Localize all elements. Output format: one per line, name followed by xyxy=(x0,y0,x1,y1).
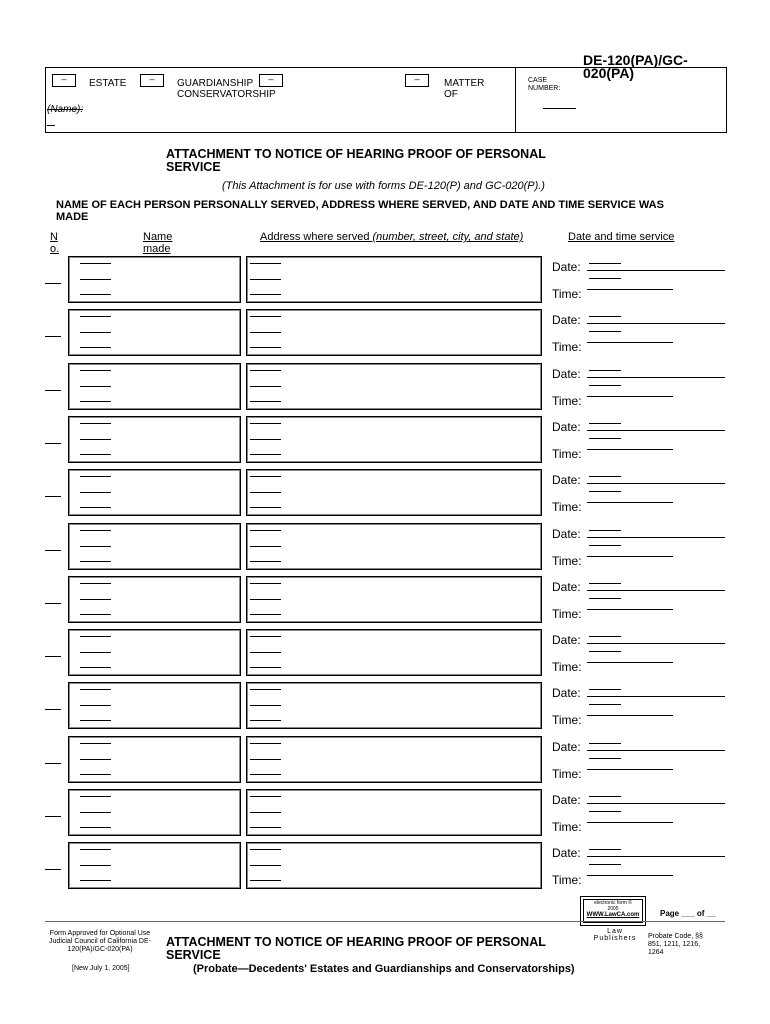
name-line xyxy=(80,614,111,615)
address-line xyxy=(250,454,281,455)
time-line-short xyxy=(589,758,621,759)
footer-divider xyxy=(45,921,725,922)
time-label: Time: xyxy=(552,713,582,728)
row-number-field[interactable] xyxy=(45,550,61,551)
row-number-field[interactable] xyxy=(45,443,61,444)
address-line xyxy=(250,774,281,775)
of-label: of xyxy=(696,909,705,918)
address-line xyxy=(250,652,281,653)
page-number: Page ___ of __ xyxy=(660,909,716,918)
name-line xyxy=(80,689,111,690)
date-field[interactable] xyxy=(587,643,725,644)
row-number-field[interactable] xyxy=(45,709,61,710)
time-line-short xyxy=(589,651,621,652)
address-line xyxy=(250,423,281,424)
time-label: Time: xyxy=(552,873,582,888)
address-line xyxy=(250,849,281,850)
probate-code: Probate Code, §§ 851, 1211, 1216, 1264 xyxy=(648,933,703,956)
address-box[interactable] xyxy=(246,682,542,729)
conservatorship-checkbox[interactable]: – xyxy=(259,74,283,87)
name-line xyxy=(80,476,111,477)
date-field[interactable] xyxy=(587,750,725,751)
date-line-short xyxy=(589,423,621,424)
name-line xyxy=(80,370,111,371)
name-line xyxy=(80,774,111,775)
time-line-short xyxy=(589,491,621,492)
date-field[interactable] xyxy=(587,856,725,857)
time-label: Time: xyxy=(552,766,582,781)
address-box[interactable] xyxy=(246,363,542,410)
row-number-field[interactable] xyxy=(45,763,61,764)
publisher-name: Law Publishers xyxy=(593,928,637,942)
time-field[interactable] xyxy=(587,449,673,450)
estate-checkbox[interactable]: – xyxy=(52,74,76,87)
address-box[interactable] xyxy=(246,789,542,836)
time-line-short xyxy=(589,811,621,812)
date-field[interactable] xyxy=(587,430,725,431)
name-line xyxy=(80,636,111,637)
address-line xyxy=(250,614,281,615)
page-title: ATTACHMENT TO NOTICE OF HEARING PROOF OF PERSONAL SERVICE xyxy=(166,147,546,174)
time-field[interactable] xyxy=(587,342,673,343)
time-field[interactable] xyxy=(587,769,673,770)
date-line-short xyxy=(589,849,621,850)
address-line xyxy=(250,705,281,706)
name-line xyxy=(80,667,111,668)
address-box[interactable] xyxy=(246,469,542,516)
col-header-datetime: Date and time service xyxy=(568,231,675,243)
address-box[interactable] xyxy=(246,842,542,889)
name-line xyxy=(80,263,111,264)
matter-of-checkbox[interactable]: – xyxy=(405,74,429,87)
name-line xyxy=(80,332,111,333)
col-header-address xyxy=(260,231,523,243)
address-line xyxy=(250,827,281,828)
name-line xyxy=(80,705,111,706)
time-field[interactable] xyxy=(587,822,673,823)
address-line xyxy=(250,279,281,280)
address-box[interactable] xyxy=(246,416,542,463)
time-field[interactable] xyxy=(587,396,673,397)
name-line xyxy=(80,546,111,547)
date-label: Date: xyxy=(552,739,581,754)
name-line xyxy=(80,561,111,562)
time-label: Time: xyxy=(552,446,582,461)
address-line xyxy=(250,599,281,600)
time-line-short xyxy=(589,278,621,279)
time-label: Time: xyxy=(552,820,582,834)
date-label: Date: xyxy=(552,366,581,381)
time-field[interactable] xyxy=(587,289,673,290)
address-box[interactable] xyxy=(246,523,542,570)
time-field[interactable] xyxy=(587,662,673,663)
row-number-field[interactable] xyxy=(45,496,61,497)
date-label: Date: xyxy=(552,419,581,434)
address-line xyxy=(250,796,281,797)
time-line-short xyxy=(589,704,621,705)
name-line xyxy=(80,796,111,797)
address-line xyxy=(250,583,281,584)
time-label: Time: xyxy=(552,500,582,515)
date-field[interactable] xyxy=(587,696,725,697)
name-label: (Name): xyxy=(47,104,84,115)
col-header-address-hint: (number, street, city, and state) xyxy=(372,231,524,243)
date-field[interactable] xyxy=(587,483,725,484)
matter-of-label: MATTER OF xyxy=(444,78,485,100)
row-number-field[interactable] xyxy=(45,336,61,337)
col-header-address-text: Address where served xyxy=(260,231,373,243)
date-field[interactable] xyxy=(587,590,725,591)
date-line-short xyxy=(589,370,621,371)
date-label: Date: xyxy=(552,260,581,274)
address-box[interactable] xyxy=(246,576,542,623)
time-label: Time: xyxy=(552,393,582,408)
name-line xyxy=(80,294,111,295)
time-line-short xyxy=(589,385,621,386)
date-line-short xyxy=(589,796,621,797)
address-line xyxy=(250,492,281,493)
date-field[interactable] xyxy=(587,537,725,538)
time-line-short xyxy=(589,864,621,865)
address-line xyxy=(250,386,281,387)
address-line xyxy=(250,439,281,440)
address-line xyxy=(250,865,281,866)
row-number-field[interactable] xyxy=(45,816,61,817)
estate-label: ESTATE xyxy=(89,78,127,89)
time-label: Time: xyxy=(552,660,582,675)
date-field[interactable] xyxy=(587,803,725,804)
date-field[interactable] xyxy=(587,377,725,378)
time-label: Time: xyxy=(552,606,582,621)
name-line xyxy=(80,423,111,424)
name-line xyxy=(80,759,111,760)
name-line xyxy=(80,583,111,584)
address-line xyxy=(250,316,281,317)
time-field[interactable] xyxy=(587,556,673,557)
row-number-field[interactable] xyxy=(45,603,61,604)
date-line-short xyxy=(589,530,621,531)
address-line xyxy=(250,812,281,813)
date-label: Date: xyxy=(552,793,581,807)
address-line xyxy=(250,370,281,371)
col-header-no: No. xyxy=(50,231,60,255)
time-field[interactable] xyxy=(587,715,673,716)
address-box[interactable] xyxy=(246,629,542,676)
address-line xyxy=(250,880,281,881)
row-number-field[interactable] xyxy=(45,869,61,870)
row-number-field[interactable] xyxy=(45,390,61,391)
date-label: Date: xyxy=(552,686,581,701)
address-line xyxy=(250,561,281,562)
time-field[interactable] xyxy=(587,502,673,503)
date-field[interactable] xyxy=(587,323,725,324)
page-label: Page xyxy=(660,909,680,918)
time-line-short xyxy=(589,598,621,599)
name-line xyxy=(80,720,111,721)
date-line-short xyxy=(589,263,621,264)
name-line xyxy=(80,530,111,531)
address-line xyxy=(250,401,281,402)
name-line xyxy=(80,880,111,881)
address-line xyxy=(250,636,281,637)
address-line xyxy=(250,667,281,668)
address-line xyxy=(250,476,281,477)
name-line xyxy=(80,507,111,508)
date-label: Date: xyxy=(552,313,581,328)
address-line xyxy=(250,332,281,333)
col-header-name-text: Name xyxy=(143,231,173,243)
time-line-short xyxy=(589,545,621,546)
date-line-short xyxy=(589,743,621,744)
time-field[interactable] xyxy=(587,609,673,610)
name-line xyxy=(80,865,111,866)
name-line xyxy=(80,454,111,455)
address-line xyxy=(250,263,281,264)
time-line-short xyxy=(589,438,621,439)
name-line xyxy=(80,849,111,850)
address-line xyxy=(250,530,281,531)
name-line xyxy=(80,439,111,440)
name-line xyxy=(80,652,111,653)
conservatorship-label: CONSERVATORSHIP xyxy=(177,89,276,100)
stamp-line1: electronic form © xyxy=(594,900,632,906)
name-field[interactable] xyxy=(47,125,55,126)
time-field[interactable] xyxy=(587,875,673,876)
address-line xyxy=(250,294,281,295)
stamp-line3: WWW.LawCA.com xyxy=(586,912,640,918)
date-label: Date: xyxy=(552,473,581,488)
address-line xyxy=(250,720,281,721)
guardianship-checkbox[interactable]: – xyxy=(140,74,164,87)
time-line-short xyxy=(589,331,621,332)
date-line-short xyxy=(589,689,621,690)
name-line xyxy=(80,492,111,493)
time-label: Time: xyxy=(552,340,582,355)
row-number-field[interactable] xyxy=(45,656,61,657)
address-line xyxy=(250,507,281,508)
revision-date: [New July 1, 2005] xyxy=(72,965,130,972)
guardianship-label: GUARDIANSHIP xyxy=(177,78,254,89)
date-line-short xyxy=(589,476,621,477)
approval-note: Form Approved for Optional Use Judicial Council of California DE-120(PA)/GC-020(PA) xyxy=(49,930,151,953)
name-line xyxy=(80,812,111,813)
name-line xyxy=(80,316,111,317)
name-line xyxy=(80,279,111,280)
address-line xyxy=(250,546,281,547)
time-label: Time: xyxy=(552,553,582,568)
date-label: Date: xyxy=(552,633,581,648)
page-subtitle: (This Attachment is for use with forms DE-120(P) and GC-020(P).) xyxy=(222,180,545,192)
date-field[interactable] xyxy=(587,270,725,271)
footer-subtitle: (Probate—Decedents' Estates and Guardianships and Conservatorships) xyxy=(193,963,575,975)
name-line xyxy=(80,743,111,744)
address-box[interactable] xyxy=(246,256,542,303)
col-header-name-text2: made xyxy=(143,243,171,255)
address-line xyxy=(250,689,281,690)
section-heading: NAME OF EACH PERSON PERSONALLY SERVED, ADDRESS WHERE SERVED, AND DATE AND TIME SERVICE WAS MADE xyxy=(56,199,664,223)
col-header-name xyxy=(143,231,172,255)
name-line xyxy=(80,827,111,828)
address-box[interactable] xyxy=(246,309,542,356)
date-line-short xyxy=(589,583,621,584)
date-label: Date: xyxy=(552,846,581,861)
name-line xyxy=(80,386,111,387)
address-line xyxy=(250,347,281,348)
address-line xyxy=(250,743,281,744)
form-number: DE-120(PA)/GC-020(PA) xyxy=(583,52,688,81)
name-line xyxy=(80,401,111,402)
stamp-line2: 2005 xyxy=(607,906,619,912)
address-line xyxy=(250,759,281,760)
name-line xyxy=(80,599,111,600)
date-line-short xyxy=(589,316,621,317)
name-line xyxy=(80,347,111,348)
date-label: Date: xyxy=(552,526,581,541)
row-number-field[interactable] xyxy=(45,283,61,284)
address-box[interactable] xyxy=(246,736,542,783)
date-label: Date: xyxy=(552,579,581,594)
date-line-short xyxy=(589,636,621,637)
footer-title: ATTACHMENT TO NOTICE OF HEARING PROOF OF PERSONAL SERVICE xyxy=(166,935,546,962)
time-label: Time: xyxy=(552,287,582,301)
case-number-label: CASE NUMBER: xyxy=(528,77,561,92)
case-number-field[interactable] xyxy=(543,108,576,109)
